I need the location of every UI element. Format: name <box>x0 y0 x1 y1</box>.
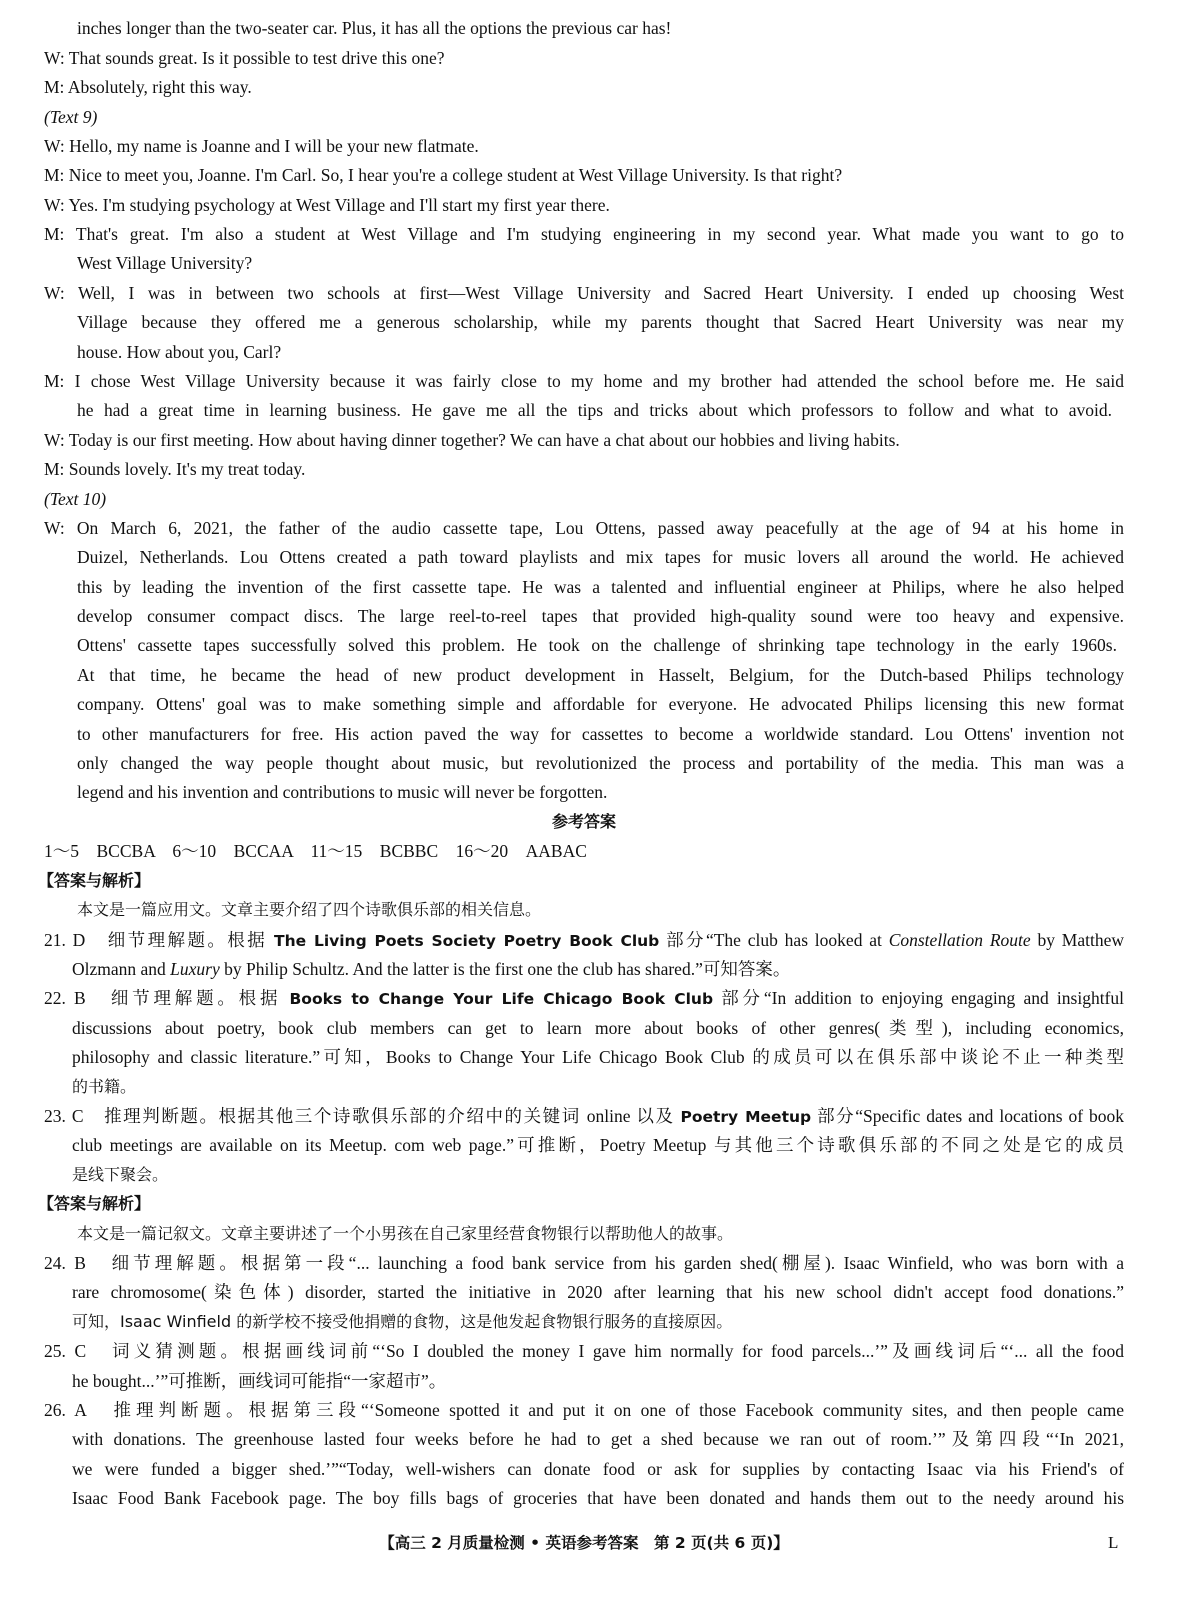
text-line: M: That's great. I'm also a student at West Village and I'm studying engineering in my second year. What made you want to go to <box>44 224 1124 244</box>
explanation-23-cont: 是线下聚会。 <box>72 1165 169 1184</box>
text-heading: (Text 9) <box>44 107 98 127</box>
explanation-24-cont: rare chromosome(染色体) disorder, started the initiative in 2020 after learning that his new school didn't accept food donations.” <box>72 1282 1124 1302</box>
text-line: develop consumer compact discs. The large reel-to-reel tapes that provided high-quality sound were too heavy and expensive. <box>77 606 1124 626</box>
text-line: legend and his invention and contributions to music will never be forgotten. <box>77 782 608 802</box>
explanation-25-cont: he bought...’”可推断，画线词可能指“一家超市”。 <box>72 1371 447 1391</box>
text-line: M: I chose West Village University because it was fairly close to my home and my brother had attended the school before me. He said <box>44 371 1124 391</box>
explanation-21-cont: Olzmann and Luxury by Philip Schultz. And the latter is the first one the club has shared.”可知答案。 <box>72 959 791 979</box>
text-line: W: Well, I was in between two schools at first—West Village University and Sacred Heart University. I ended up choosing West <box>44 283 1124 303</box>
explanation-25: 25. C 词义猜测题。根据画线词前“‘So I doubled the money I gave him normally for food parcels...’”及画线词后“‘... all the food <box>44 1341 1124 1361</box>
text-line: inches longer than the two-seater car. Plus, it has all the options the previous car has! <box>77 18 672 38</box>
text-line: M: Sounds lovely. It's my treat today. <box>44 459 306 479</box>
explanation-24: 24. B 细节理解题。根据第一段“... launching a food bank service from his garden shed(棚屋). Isaac Winfield, who was born with a <box>44 1253 1124 1273</box>
text-line: M: Absolutely, right this way. <box>44 77 252 97</box>
explanation-26-cont: with donations. The greenhouse lasted four weeks before he had to get a shed because we ran out of room.’”及第四段“‘In 2021, <box>72 1429 1124 1449</box>
text-line: to other manufacturers for free. His action paved the way for cassettes to become a worldwide standard. Lou Ottens' invention not <box>77 724 1124 744</box>
text-line: company. Ottens' goal was to make something simple and affordable for everyone. He advocated Philips licensing this new format <box>77 694 1124 714</box>
explanation-22-cont: philosophy and classic literature.”可知，Books to Change Your Life Chicago Book Club 的成员可以在俱乐部中谈论不止一种类型 <box>72 1047 1124 1067</box>
text-line: W: Yes. I'm studying psychology at West Village and I'll start my first year there. <box>44 195 610 215</box>
section-heading: 【答案与解析】 <box>38 871 151 890</box>
explanation-24-cont: 可知，Isaac Winfield 的新学校不接受他捐赠的食物，这是他发起食物银行服务的直接原因。 <box>72 1312 733 1331</box>
text-line: Ottens' cassette tapes successfully solved this problem. He took on the challenge of shrinking tape technology in the early 1960s. <box>77 635 1117 655</box>
explanation-23: 23. C 推理判断题。根据其他三个诗歌俱乐部的介绍中的关键词 online 以及 Poetry Meetup 部分“Specific dates and locations of book <box>44 1106 1124 1126</box>
text-line: Village because they offered me a generous scholarship, while my parents thought that Sacred Heart University was near my <box>77 312 1124 332</box>
text-line: W: That sounds great. Is it possible to test drive this one? <box>44 48 445 68</box>
section-heading: 【答案与解析】 <box>38 1194 151 1213</box>
text-line: Duizel, Netherlands. Lou Ottens created a path toward playlists and mix tapes for music lovers all around the world. He achieved <box>77 547 1124 567</box>
text-line: only changed the way people thought about music, but revolutionized the process and portability of the media. This man was a <box>77 753 1124 773</box>
text-line: West Village University? <box>77 253 253 273</box>
explanation-23-cont: club meetings are available on its Meetup. com web page.”可推断，Poetry Meetup 与其他三个诗歌俱乐部的不同之处是它的成员 <box>72 1135 1124 1155</box>
answers-line: 1～5 BCCBA 6～10 BCCAA 11～15 BCBBC 16～20 AABAC <box>44 841 587 861</box>
section-intro: 本文是一篇记叙文。文章主要讲述了一个小男孩在自己家里经营食物银行以帮助他人的故事。 <box>77 1224 734 1243</box>
explanation-21: 21. D 细节理解题。根据 The Living Poets Society Poetry Book Club 部分“The club has looked at Constellation Route by Matthew <box>44 930 1124 950</box>
explanation-22: 22. B 细节理解题。根据 Books to Change Your Life Chicago Book Club 部分“In addition to enjoying engaging and insightful <box>44 988 1125 1008</box>
text-line: M: Nice to meet you, Joanne. I'm Carl. So, I hear you're a college student at West Village University. Is that right? <box>44 165 843 185</box>
text-line: this by leading the invention of the first cassette tape. He was a talented and influential engineer at Philips, where he also helped <box>77 577 1124 597</box>
text-heading: (Text 10) <box>44 489 107 509</box>
text-line: W: On March 6, 2021, the father of the audio cassette tape, Lou Ottens, passed away peacefully at the age of 94 at his home in <box>44 518 1124 538</box>
page-footer: 【高三 2 月质量检测 • 英语参考答案 第 2 页(共 6 页)】 <box>379 1534 789 1552</box>
section-intro: 本文是一篇应用文。文章主要介绍了四个诗歌俱乐部的相关信息。 <box>77 900 542 919</box>
text-line: he had a great time in learning business. He gave me all the tips and tricks about which professors to follow and what to avoid. <box>77 400 1112 420</box>
explanation-22-cont: discussions about poetry, book club members can get to learn more about books of other genres(类型), including economics, <box>72 1018 1124 1038</box>
explanation-26: 26. A 推理判断题。根据第三段“‘Someone spotted it and put it on one of those Facebook community sites, and then people came <box>44 1400 1124 1420</box>
text-line: W: Today is our first meeting. How about having dinner together? We can have a chat about our hobbies and living habits. <box>44 430 900 450</box>
text-line: W: Hello, my name is Joanne and I will be your new flatmate. <box>44 136 479 156</box>
page-footer-code: L <box>1108 1533 1119 1552</box>
explanation-22-cont: 的书籍。 <box>72 1077 137 1096</box>
text-line: house. How about you, Carl? <box>77 342 282 362</box>
explanation-26-cont: we were funded a bigger shed.’”“Today, well-wishers can donate food or ask for supplies by contacting Isaac via his Friend's of <box>72 1459 1124 1479</box>
answer-title: 参考答案 <box>551 812 616 831</box>
explanation-26-cont: Isaac Food Bank Facebook page. The boy fills bags of groceries that have been donated and hands them out to the needy around his <box>72 1488 1124 1508</box>
text-line: At that time, he became the head of new product development in Hasselt, Belgium, for the Dutch-based Philips technology <box>77 665 1124 685</box>
